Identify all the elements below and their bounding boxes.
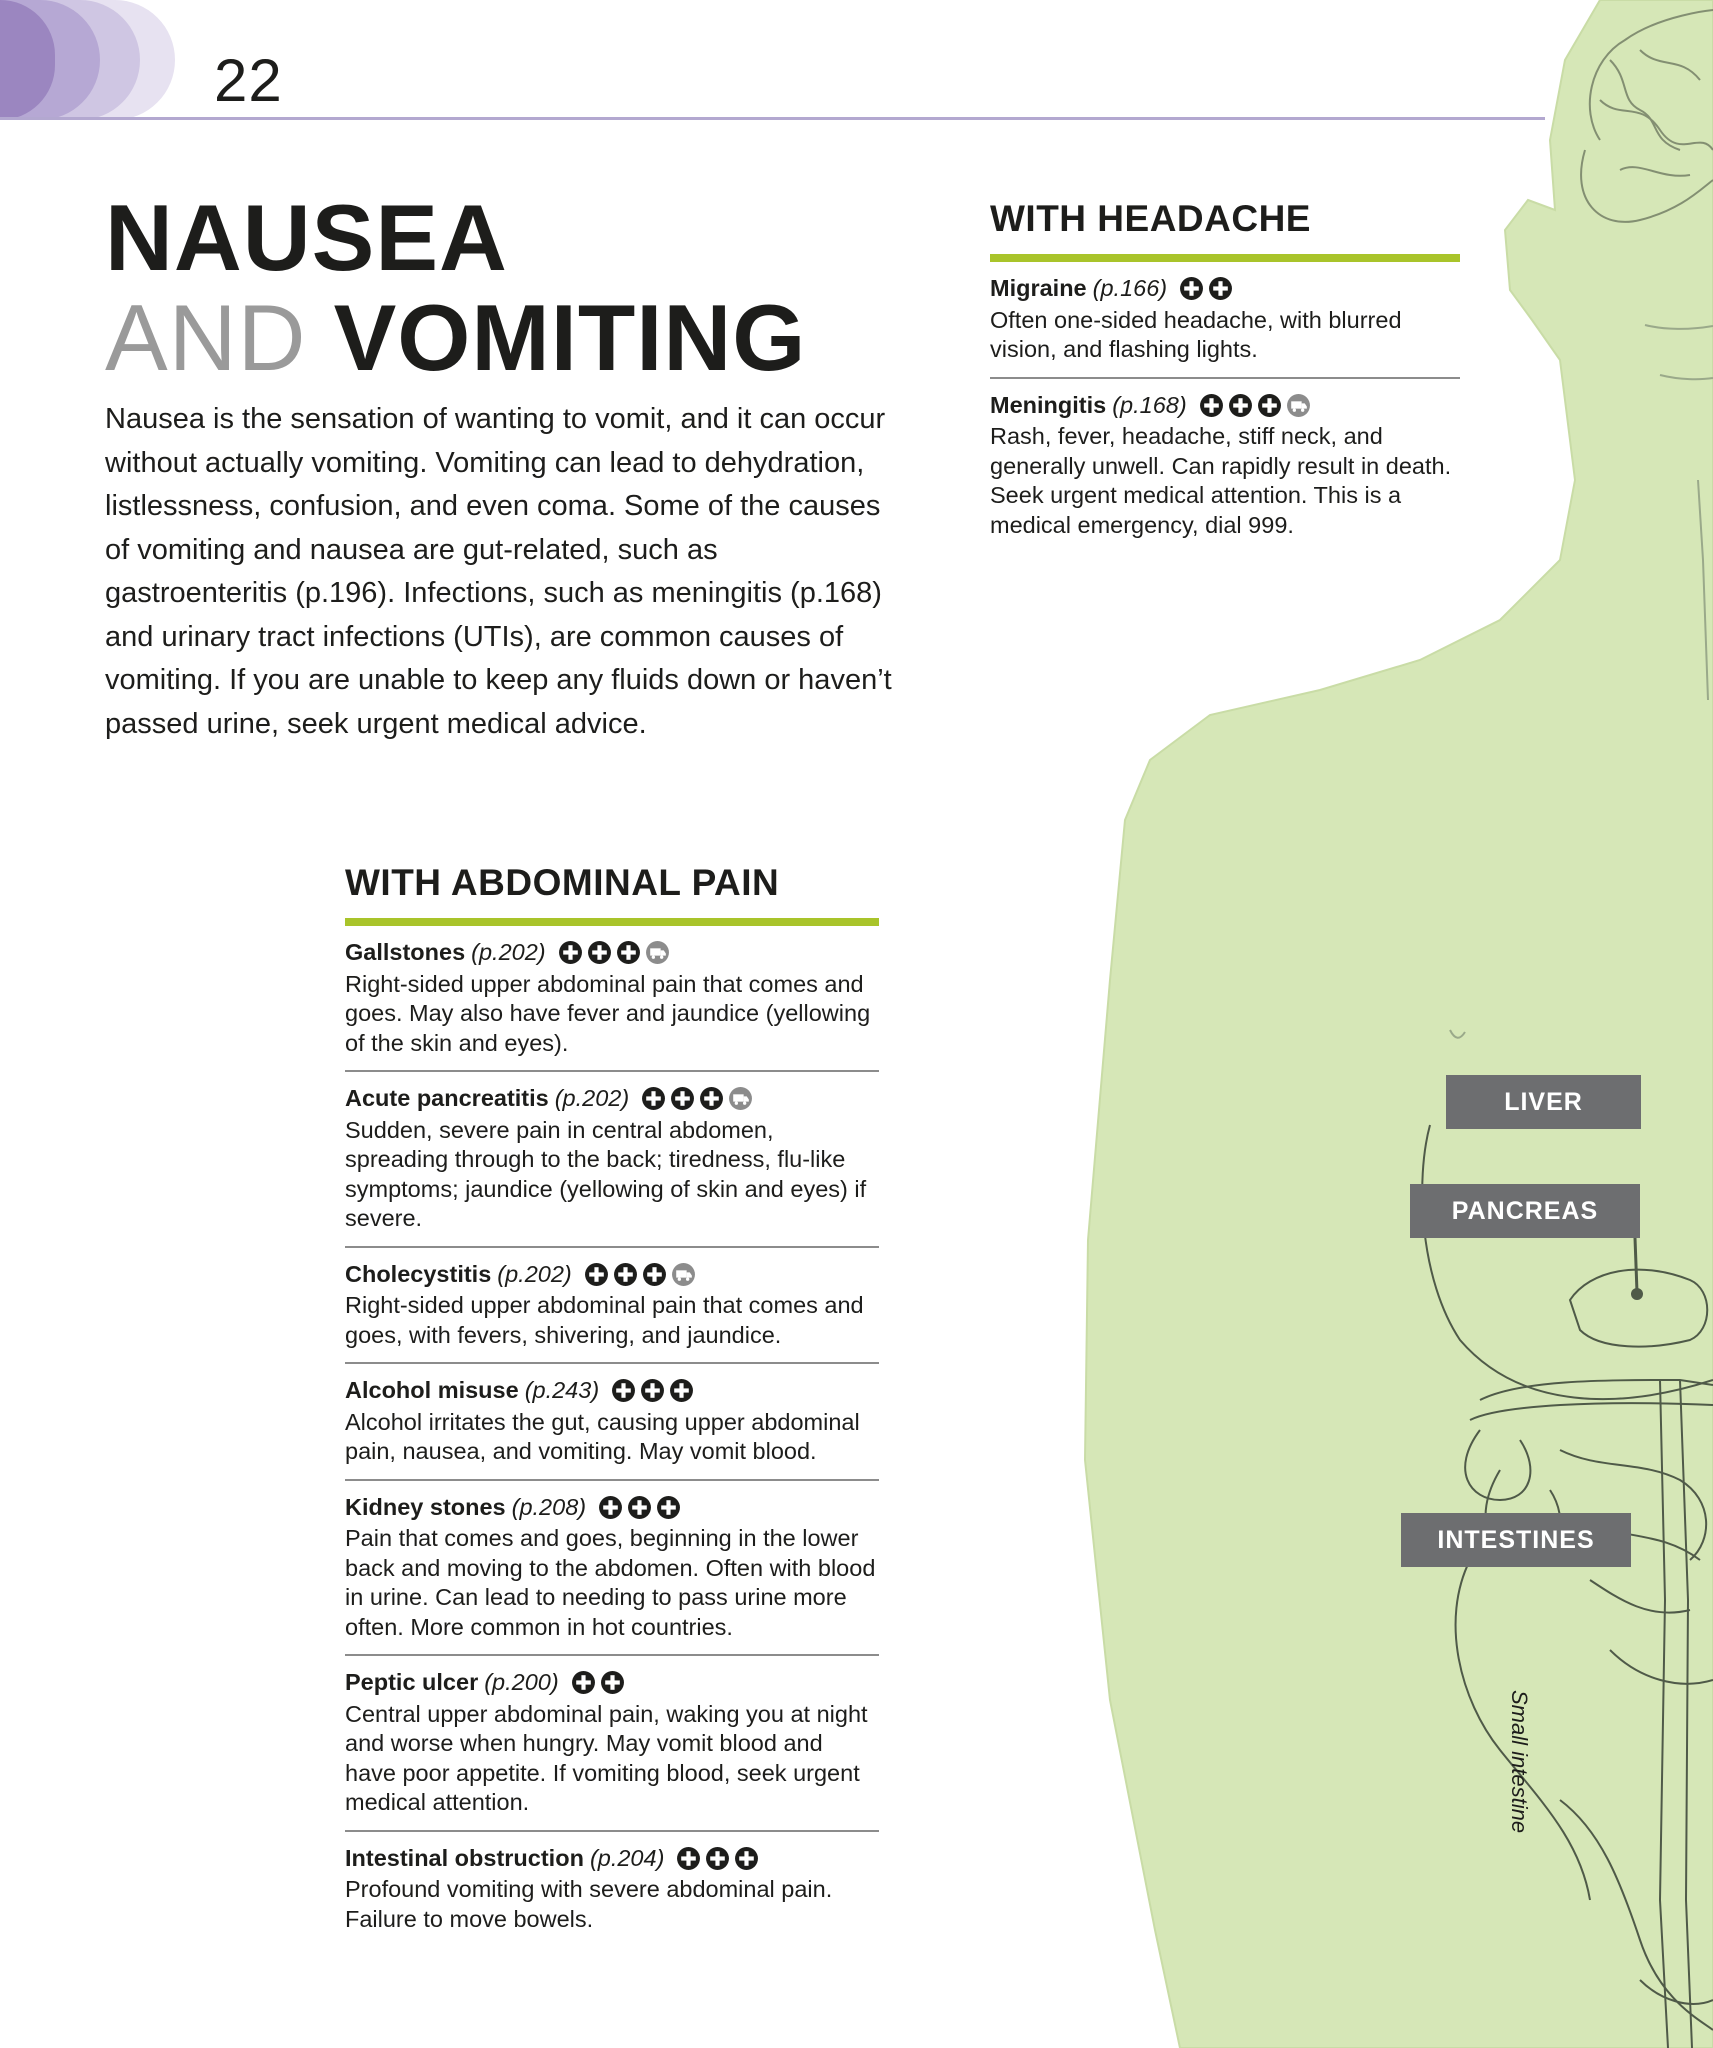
condition-entry [345,1072,879,1248]
condition-description: Often one-sided headache, with blurred vision, and flashing lights. [990,306,1402,362]
severity-icons [571,1670,625,1695]
ambulance-icon [728,1086,753,1111]
ambulance-icon [645,940,670,965]
condition-header [345,1260,879,1290]
title-vomiting: VOMITING [333,285,807,390]
condition-header [345,1084,879,1114]
condition-header [345,1668,879,1698]
plus-icon [642,1262,667,1287]
severity-icons [611,1378,694,1403]
plus-icon [1199,393,1224,418]
plus-icon [676,1846,701,1871]
severity-icons [676,1846,759,1871]
page-number: 22 [214,47,283,114]
severity-icons [1199,393,1311,418]
condition-name: Cholecystitis [345,1260,492,1287]
abdominal-section [345,860,879,1946]
plus-icon [600,1670,625,1695]
ambulance-icon [671,1262,696,1287]
plus-icon [734,1846,759,1871]
page-reference: (p.168) [1112,391,1187,418]
condition-entry [345,1481,879,1657]
title-line2 [105,285,807,390]
plus-icon [584,1262,609,1287]
abdominal-entries [345,926,879,1946]
condition-name: Migraine [990,275,1087,301]
title-and: AND [105,285,307,390]
plus-icon [699,1086,724,1111]
small-intestine-label: Small intestine [1507,1690,1532,1834]
pancreas-pointer-dot [1631,1288,1643,1300]
condition-header [345,938,879,968]
severity-icons [1179,276,1233,301]
pancreas-label: PANCREAS [1410,1184,1640,1238]
plus-icon [1208,276,1233,301]
condition-entry [345,1656,879,1832]
headache-entries [990,262,1460,552]
condition-description: Profound vomiting with severe abdominal pain. Failure to move bowels. [345,1876,833,1932]
condition-entry [345,1832,879,1947]
headache-section [990,196,1460,552]
plus-icon [613,1262,638,1287]
condition-entry [345,926,879,1072]
severity-icons [584,1262,696,1287]
condition-name: Acute pancreatitis [345,1085,549,1111]
condition-header [990,274,1460,304]
condition-description: Rash, fever, headache, stiff neck, and generally unwell. Can rapidly result in death. Seek urgent medical attention. This is a medical emergency, dial 999. [990,423,1452,538]
abdominal-heading: WITH ABDOMINAL PAIN [345,862,780,903]
plus-icon [611,1378,636,1403]
plus-icon [705,1846,730,1871]
plus-icon [669,1378,694,1403]
condition-header [345,1493,879,1523]
plus-icon [1257,393,1282,418]
severity-icons [558,940,670,965]
condition-entry [345,1248,879,1365]
condition-name: Meningitis [990,391,1107,418]
plus-icon [1228,393,1253,418]
page-reference: (p.204) [589,1844,665,1871]
page-reference: (p.200) [484,1669,559,1695]
page-reference: (p.202) [497,1260,572,1287]
page-reference: (p.243) [524,1377,600,1403]
severity-icons [641,1086,753,1111]
page-title [105,185,807,390]
condition-description: Pain that comes and goes, beginning in the lower back and moving to the abdomen. Often with blood in urine. Can lead to needing to pass urine more often. More common in hot countries. [345,1525,876,1640]
condition-name: Peptic ulcer [345,1669,479,1695]
condition-name: Kidney stones [345,1493,506,1520]
section-accent-bar [345,918,879,926]
condition-entry [990,262,1460,379]
plus-icon [1179,276,1204,301]
section-accent-bar [990,254,1460,262]
page-reference: (p.202) [471,939,546,965]
condition-header [345,1376,879,1406]
condition-description: Right-sided upper abdominal pain that comes and goes. May also have fever and jaundice (yellowing of the skin and eyes). [345,970,871,1056]
page-reference: (p.202) [554,1085,630,1111]
pancreas-pointer [1635,1238,1637,1292]
intro-paragraph: Nausea is the sensation of wanting to vomit, and it can occur without actually vomiting. Vomiting can lead to dehydration, listlessness, confusion, and even coma. Some of the causes of vomiting and nausea are gut-related, such as gastroenteritis (p.196). Infections, such as meningitis (p.168) and urinary tract infections (UTIs), are common causes of vomiting. If you are unable to keep any fluids down or haven’t passed urine, seek urgent medical advice. [105,403,892,740]
condition-description: Sudden, severe pain in central abdomen, spreading through to the back; tiredness, flu-like symptoms; jaundice (yellowing of skin and eyes) if severe. [345,1116,867,1231]
condition-description: Central upper abdominal pain, waking you at night and worse when hungry. May vomit blood and have poor appetite. If vomiting blood, seek urgent medical attention. [345,1700,868,1815]
condition-header [990,391,1460,421]
condition-name: Alcohol misuse [345,1377,519,1403]
plus-icon [558,940,583,965]
condition-name: Gallstones [345,939,466,965]
condition-header [345,1844,879,1874]
condition-entry [345,1364,879,1481]
plus-icon [670,1086,695,1111]
intestines-label: INTESTINES [1401,1513,1631,1567]
title-line1: NAUSEA [105,185,508,290]
page-reference: (p.166) [1092,275,1168,301]
condition-description: Alcohol irritates the gut, causing upper abdominal pain, nausea, and vomiting. May vomit blood. [345,1408,860,1464]
severity-icons [598,1495,681,1520]
plus-icon [587,940,612,965]
plus-icon [641,1086,666,1111]
plus-icon [571,1670,596,1695]
page-reference: (p.208) [511,1493,587,1520]
condition-name: Intestinal obstruction [345,1844,584,1871]
plus-icon [627,1495,652,1520]
ambulance-icon [1286,393,1311,418]
plus-icon [616,940,641,965]
condition-entry [990,379,1460,553]
condition-description: Right-sided upper abdominal pain that comes and goes, with fevers, shivering, and jaundice. [345,1292,864,1348]
headache-heading: WITH HEADACHE [990,198,1311,239]
plus-icon [656,1495,681,1520]
liver-label: LIVER [1446,1075,1641,1129]
plus-icon [640,1378,665,1403]
plus-icon [598,1495,623,1520]
